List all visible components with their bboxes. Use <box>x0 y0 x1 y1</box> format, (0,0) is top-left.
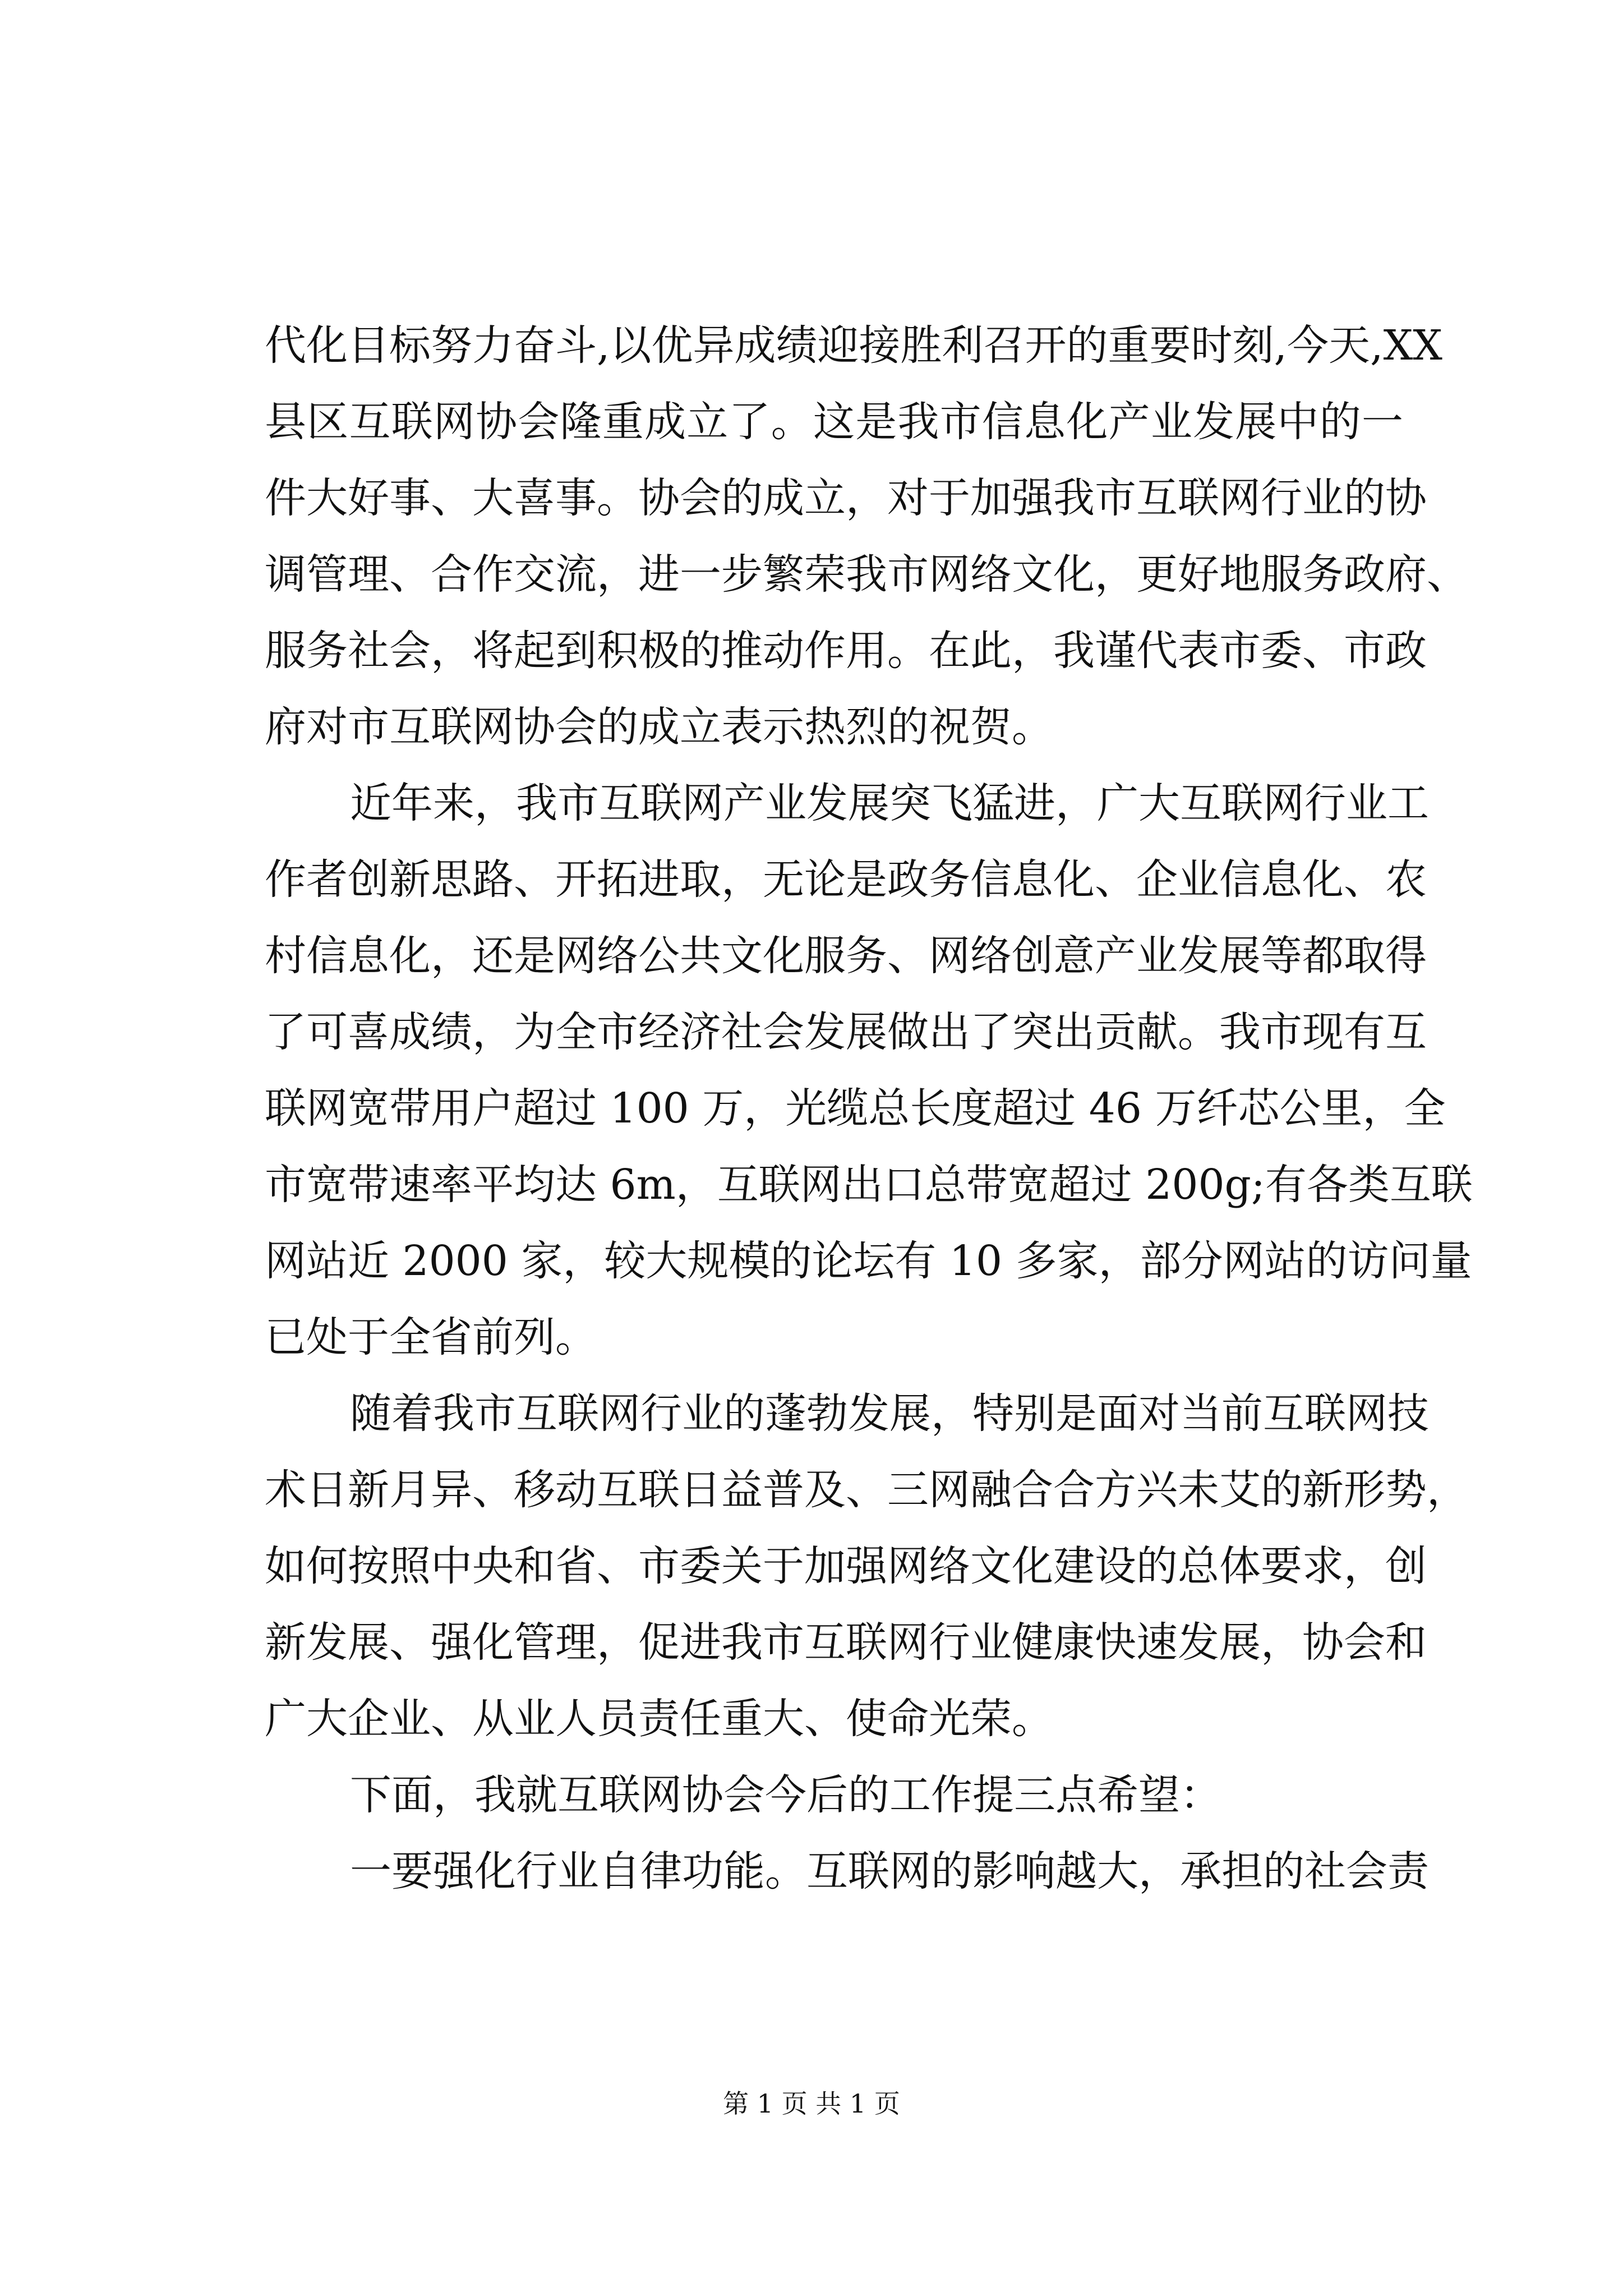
text-line: 调管理、合作交流，进一步繁荣我市网络文化，更好地服务政府、 <box>265 550 1468 599</box>
text-line: 市宽带速率平均达 6m，互联网出口总带宽超过 200g;有各类互联 <box>265 1161 1473 1209</box>
text-line: 村信息化，还是网络公共文化服务、网络创意产业发展等都取得 <box>265 932 1427 980</box>
text-line: 如何按照中央和省、市委关于加强网络文化建设的总体要求，创 <box>265 1542 1427 1590</box>
text-line: 联网宽带用户超过 100 万，光缆总长度超过 46 万纤芯公里，全 <box>265 1084 1446 1133</box>
text-line: 新发展、强化管理，促进我市互联网行业健康快速发展，协会和 <box>265 1618 1427 1667</box>
page-footer <box>0 2087 1623 2120</box>
text-line: 广大企业、从业人员责任重大、使命光荣。 <box>265 1695 1053 1743</box>
text-line: 了可喜成绩，为全市经济社会发展做出了突出贡献。我市现有互 <box>265 1008 1427 1056</box>
text-line: 件大好事、大喜事。协会的成立，对于加强我市互联网行业的协 <box>265 474 1427 522</box>
text-line: 代化目标努力奋斗,以优异成绩迎接胜利召开的重要时刻,今天,XX <box>265 321 1442 370</box>
text-line: 随着我市互联网行业的蓬勃发展，特别是面对当前互联网技 <box>350 1389 1429 1438</box>
text-line: 近年来，我市互联网产业发展突飞猛进，广大互联网行业工 <box>350 779 1429 827</box>
text-line: 网站近 2000 家，较大规模的论坛有 10 多家，部分网站的访问量 <box>265 1237 1472 1285</box>
text-line: 已处于全省前列。 <box>265 1313 597 1361</box>
body-text <box>265 307 1473 1910</box>
text-line: 术日新月异、移动互联日益普及、三网融合合方兴未艾的新形势， <box>265 1466 1468 1514</box>
page-number: 第 1 页 共 1 页 <box>723 2088 900 2119</box>
text-line: 下面，我就互联网协会今后的工作提三点希望： <box>350 1771 1221 1819</box>
text-line: 县区互联网协会隆重成立了。这是我市信息化产业发展中的一 <box>265 398 1403 446</box>
text-line: 府对市互联网协会的成立表示热烈的祝贺。 <box>265 703 1053 751</box>
text-line: 作者创新思路、开拓进取，无论是政务信息化、企业信息化、农 <box>265 855 1427 904</box>
text-line: 一要强化行业自律功能。互联网的影响越大，承担的社会责 <box>350 1847 1429 1895</box>
text-line: 服务社会，将起到积极的推动作用。在此，我谨代表市委、市政 <box>265 627 1427 675</box>
